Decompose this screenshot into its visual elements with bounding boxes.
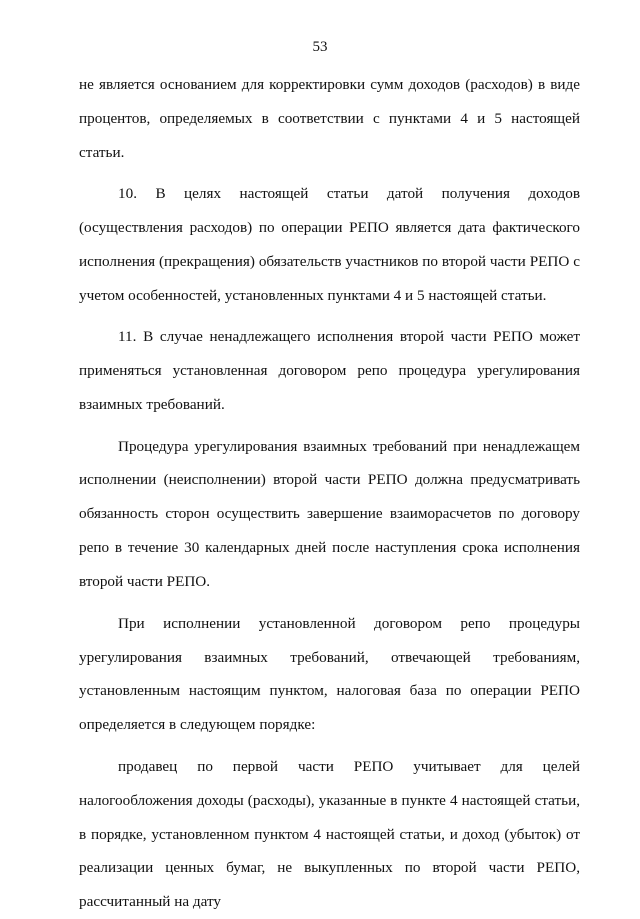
paragraph-5: При исполнении установленной договором репо процедуры урегулирования взаимных требований, отвечающей требованиям, установленным настоящим пунктом, налоговая база по операции РЕПО определяется в следующем порядке: (79, 614, 580, 734)
document-body (79, 68, 580, 919)
paragraph-6: продавец по первой части РЕПО учитывает для целей налогообложения доходы (расходы), указанные в пункте 4 настоящей статьи, в порядке, установленном пунктом 4 настоящей статьи, и доход (убыток) от реализации ценных бумаг, не выкупленных по второй части РЕПО, рассчитанный на дату (79, 757, 580, 911)
paragraph-4: Процедура урегулирования взаимных требований при ненадлежащем исполнении (неисполнении) второй части РЕПО должна предусматривать обязанность сторон осуществить завершение взаиморасчетов по договору репо в течение 30 календарных дней после наступления срока исполнения второй части РЕПО. (79, 437, 580, 591)
page-number: 53 (312, 39, 328, 55)
paragraph-1: не является основанием для корректировки сумм доходов (расходов) в виде процентов, определяемых в соответствии с пунктами 4 и 5 настоящей статьи. (79, 76, 580, 161)
paragraph-3: 11. В случае ненадлежащего исполнения второй части РЕПО может применяться установленная договором репо процедура урегулирования взаимных требований. (79, 328, 580, 414)
paragraph-2: 10. В целях настоящей статьи датой получения доходов (осуществления расходов) по операции РЕПО является дата фактического исполнения (прекращения) обязательств участников по второй части РЕПО с учетом особенностей, установленных пунктами 4 и 5 настоящей статьи. (79, 185, 580, 304)
